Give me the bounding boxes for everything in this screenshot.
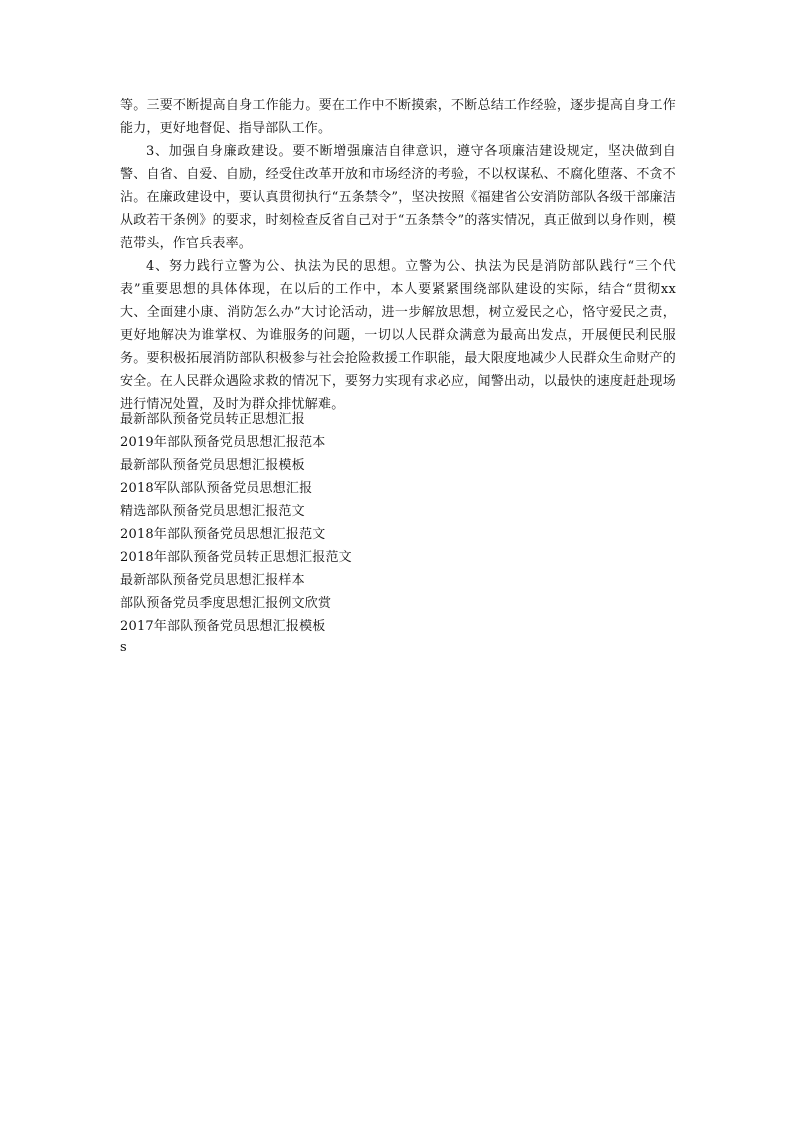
trailing-character: s [120, 640, 127, 655]
related-link[interactable]: 部队预备党员季度思想汇报例文欣赏 [120, 596, 332, 611]
related-link[interactable]: 2019年部队预备党员思想汇报范本 [120, 435, 326, 450]
related-link[interactable]: 2018军队部队预备党员思想汇报 [120, 481, 313, 496]
related-link[interactable]: 精选部队预备党员思想汇报范文 [120, 504, 305, 519]
related-link[interactable]: 2018年部队预备党员转正思想汇报范文 [120, 550, 352, 565]
related-link[interactable]: 最新部队预备党员转正思想汇报 [120, 412, 305, 427]
related-link[interactable]: 2017年部队预备党员思想汇报模板 [120, 619, 326, 634]
paragraph-serve-the-people: 4、努力践行立警为公、执法为民的思想。立警为公、执法为民是消防部队践行“三个代表”重要思想的具体体现，在以后的工作中，本人要紧紧围绕部队建设的实际，结合“贯彻xx大、全面建小康、消防怎么办”大讨论活动，进一步解放思想，树立爱民之心，恪守爱民之责，更好地解决为谁掌权、为谁服务的问题，一切以人民群众满意为最高出发点，开展便民利民服务。要积极拓展消防部队积极参与社会抢险救援工作职能，最大限度地减少人民群众生命财产的安全。在人民群众遇险求救的情况下，要努力实现有求必应，闻警出动，以最快的速度赶赴现场进行情况处置，及时为群众排忧解难。 [120, 259, 676, 412]
related-link[interactable]: 2018年部队预备党员思想汇报范文 [120, 527, 326, 542]
related-link[interactable]: 最新部队预备党员思想汇报模板 [120, 458, 305, 473]
related-links-list [120, 408, 676, 638]
document-body [120, 94, 676, 416]
paragraph-integrity-building: 3、加强自身廉政建设。要不断增强廉洁自律意识，遵守各项廉洁建设规定，坚决做到自警、自省、自爱、自励，经受住改革开放和市场经济的考验，不以权谋私、不腐化堕落、不贪不沾。在廉政建设中，要认真贯彻执行“五条禁令”，坚决按照《福建省公安消防部队各级干部廉洁从政若干条例》的要求，时刻检查反省自己对于“五条禁令”的落实情况，真正做到以身作则，模范带头，作官兵表率。 [120, 144, 676, 251]
related-link[interactable]: 最新部队预备党员思想汇报样本 [120, 573, 305, 588]
paragraph-continuation: 等。三要不断提高自身工作能力。要在工作中不断摸索，不断总结工作经验，逐步提高自身工作能力，更好地督促、指导部队工作。 [120, 98, 676, 136]
